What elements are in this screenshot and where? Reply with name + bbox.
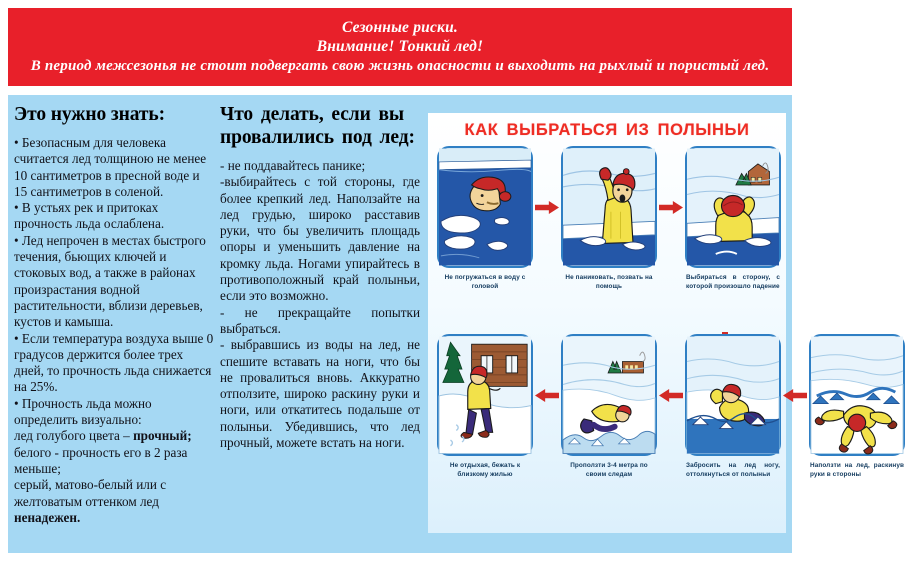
header-banner (8, 8, 792, 86)
banner-line-3: В период межсезонья не стоит подвергать свою жизнь опасности и выходить на рыхлый и пористый лед. (30, 58, 770, 75)
arrow-left-icon (659, 389, 683, 402)
arrow-right-2 (658, 146, 684, 268)
middle-column (220, 95, 420, 451)
illustration-frame-4 (437, 334, 533, 456)
illustration-cell-3 (684, 146, 782, 292)
illustration-row-2 (428, 334, 904, 509)
arrow-left-3 (782, 334, 808, 456)
illustration-frame-1 (437, 146, 533, 268)
illustration-caption-2: Не паниковать, позвать на помощь (565, 274, 653, 291)
scene-leg-onto-ice (687, 336, 779, 454)
middle-para-3: - не прекращайте попытки выбраться. (220, 304, 420, 336)
arrow-left-2 (658, 334, 684, 456)
ice-gray-line (14, 477, 216, 526)
left-column (14, 95, 216, 526)
arrow-right-icon (535, 201, 559, 214)
middle-para-2: -выбирайтесь с той стороны, где более крепкий лед. Наползайте на лед грудью, широко расставив руки, что бы увеличить площадь опоры и уменьшить давление на кромку льда. Ногами упирайтесь в противоположный край полыньи, если это возможно. (220, 174, 420, 304)
ice-blue-line (14, 428, 216, 444)
illustration-caption-1: Не погружаться в воду с головой (444, 274, 526, 291)
left-bullet-4: • Если температура воздуха выше 0 градусов держится более трех дней, то прочность льда снижается на 25%. (14, 330, 214, 395)
illustration-caption-7: Наползти на лед, раскинув руки в стороны (810, 462, 904, 479)
banner-line-2: Внимание! Тонкий лед! (316, 38, 484, 56)
ice-gray-bold: ненадежен. (14, 509, 81, 525)
scene-head-above-water (439, 148, 531, 266)
ice-white-line: белого - прочность его в 2 раза меньше; (14, 444, 188, 476)
illustration-frame-2 (561, 146, 657, 268)
middle-para-4: - выбравшись из воды на лед, не спешите вставать на ноги, что бы не провалиться вновь. Аккуратно отползите, широко раскину руки и ноги, или откатитесь подальше от полыньи. Убедившись, что лед прочный, можете встать на ноги. (220, 337, 420, 451)
content-area (8, 95, 904, 553)
middle-column-title: Что делать, если вы провалились под лед: (220, 104, 415, 148)
scene-climbing-out (687, 148, 779, 266)
illustration-cell-6 (684, 334, 782, 480)
illustration-cell-4 (436, 334, 534, 480)
illustration-frame-5 (561, 334, 657, 456)
arrow-right-1 (534, 146, 560, 268)
left-column-body (14, 135, 216, 526)
illustration-caption-6: Забросить на лед ногу, оттолкнуться от полыньи (686, 462, 780, 479)
scene-running-to-house (439, 336, 531, 454)
left-bullet-1: • Безопасным для человека считается лед толщиною не менее 10 сантиметров в пресной воде и 15 сантиметров в соленой. (14, 135, 207, 199)
illustration-cell-1 (436, 146, 534, 292)
illustration-caption-5: Проползти 3-4 метра по своим следам (570, 462, 648, 479)
illustration-caption-3: Выбираться в сторону, с которой произошло падение (686, 274, 780, 291)
arrow-left-icon (783, 389, 807, 402)
illustration-title: КАК ВЫБРАТЬСЯ ИЗ ПОЛЫНЬИ (464, 121, 750, 139)
arrow-left-icon (535, 389, 559, 402)
scene-spread-on-ice (811, 336, 903, 454)
illustration-cell-7 (808, 334, 906, 480)
left-bullet-2: • В устьях рек и притоках прочность льда ослаблена. (14, 200, 165, 232)
middle-column-body (220, 158, 420, 451)
scene-waving-for-help (563, 148, 655, 266)
ice-blue-prefix: лед голубого цвета – (14, 428, 134, 444)
illustration-frame-6 (685, 334, 781, 456)
scene-crawling-away (563, 336, 655, 454)
illustration-row-1 (428, 146, 786, 326)
arrow-left-1 (534, 334, 560, 456)
arrow-right-icon (659, 201, 683, 214)
banner-line-1: Сезонные риски. (341, 18, 459, 36)
illustration-cell-2 (560, 146, 658, 292)
left-bullet-5: • Прочность льда можно определить визуально: (14, 395, 152, 428)
illustration-caption-4: Не отдыхая, бежать к близкому жилью (449, 462, 521, 479)
ice-blue-bold: прочный; (133, 428, 192, 444)
illustration-cell-5 (560, 334, 658, 480)
illustration-frame-3 (685, 146, 781, 268)
left-column-title: Это нужно знать: (14, 104, 166, 125)
illustration-frame-7 (809, 334, 905, 456)
illustration-panel (428, 113, 904, 533)
left-bullet-3: • Лед непрочен в местах быстрого течения, бьющих ключей и стоковых вод, а также в районах произрастания водной растительности, вблизи деревьев, кустов и камыша. (14, 232, 206, 330)
middle-para-1: - не поддавайтесь панике; (220, 158, 366, 173)
ice-gray-prefix: серый, матово-белый или с желтоватым оттенком лед (14, 477, 167, 509)
